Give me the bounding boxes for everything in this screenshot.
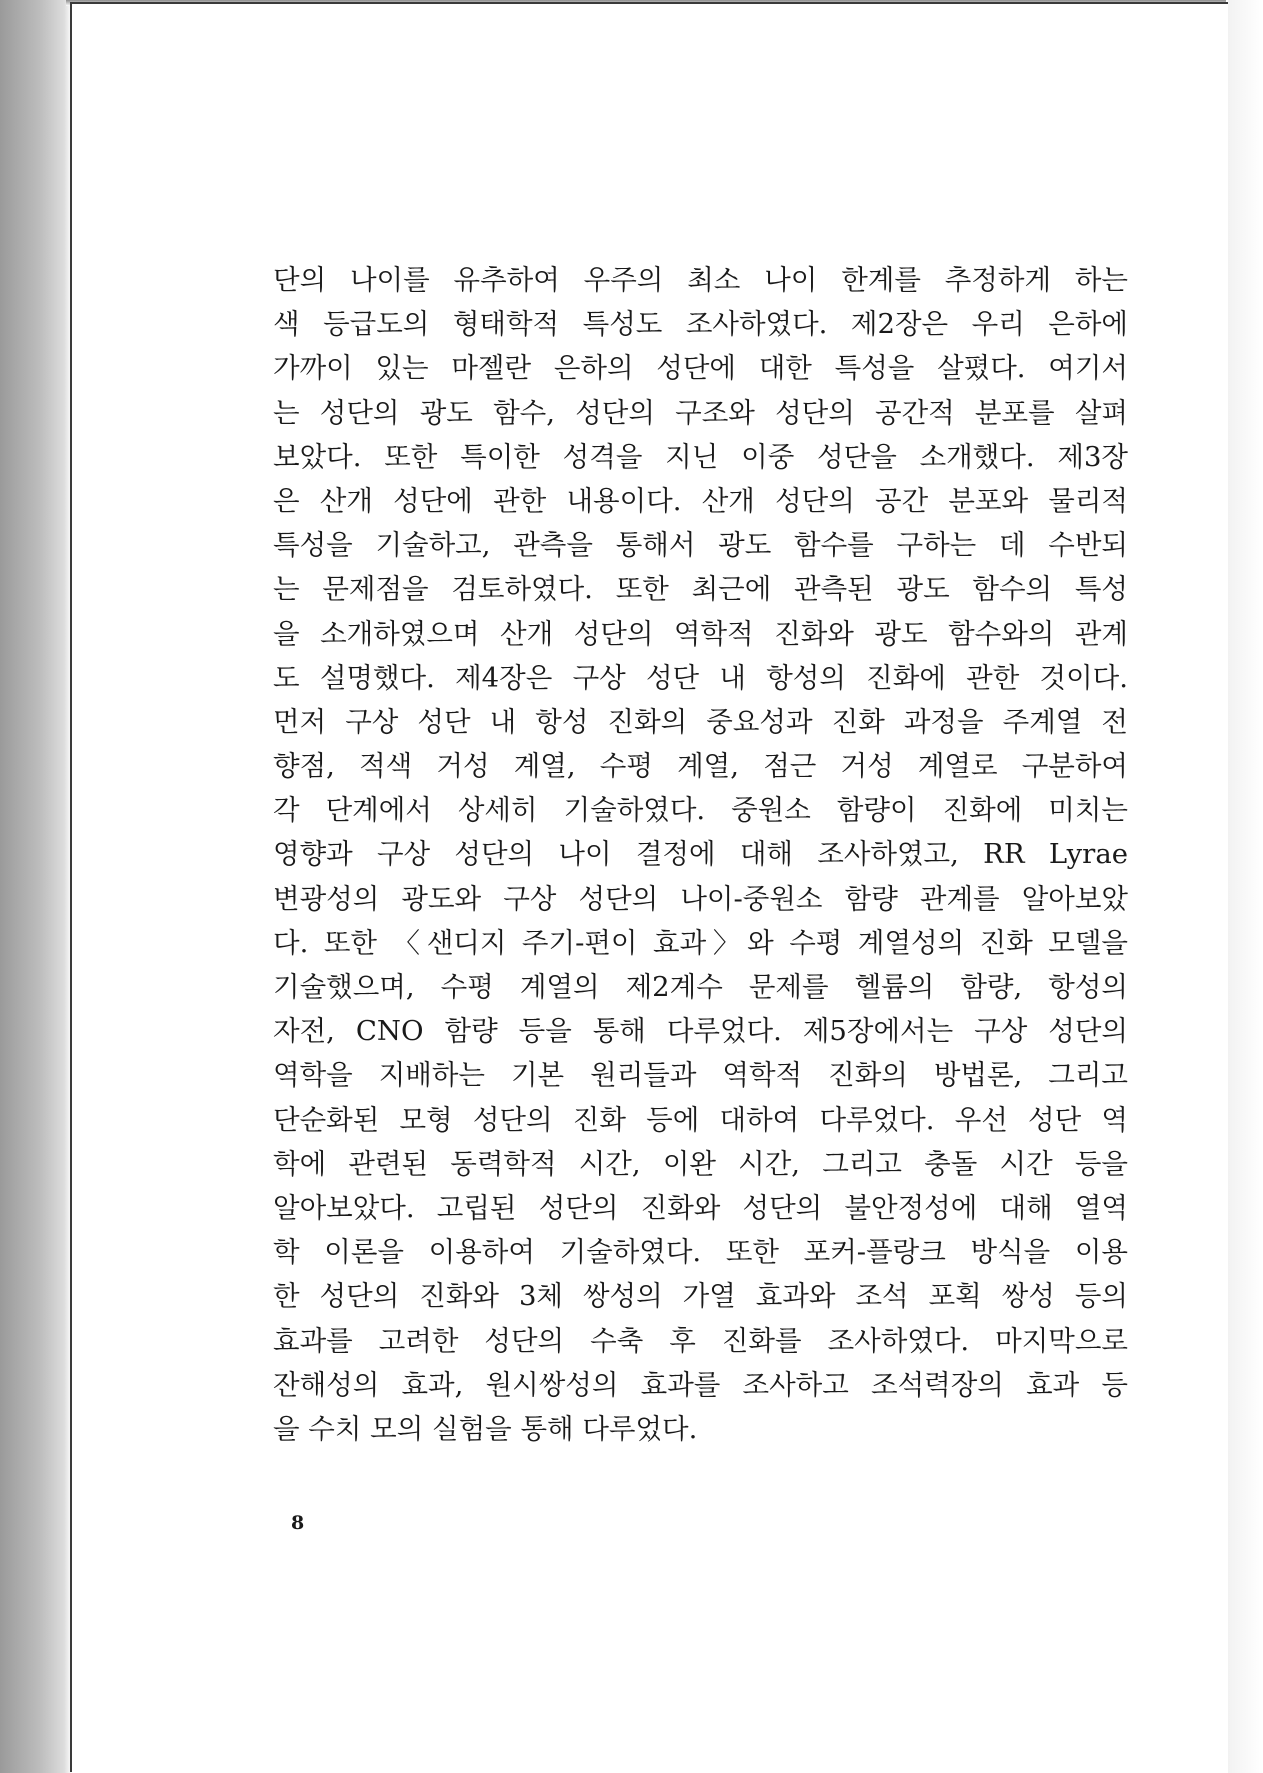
text-line: 영향과 구상 성단의 나이 결정에 대해 조사하였고, RR Lyrae — [273, 838, 1128, 871]
text-line: 각 단계에서 상세히 기술하였다. 중원소 함량이 진화에 미치는 — [273, 794, 1128, 827]
text-line: 역학을 지배하는 기본 원리들과 역학적 진화의 방법론, 그리고 — [273, 1059, 1128, 1092]
text-line: 잔해성의 효과, 원시쌍성의 효과를 조사하고 조석력장의 효과 등 — [273, 1368, 1128, 1401]
text-line: 도 설명했다. 제4장은 구상 성단 내 항성의 진화에 관한 것이다. — [273, 661, 1128, 694]
text-line: 학에 관련된 동력학적 시간, 이완 시간, 그리고 충돌 시간 등을 — [273, 1147, 1128, 1180]
text-line: 은 산개 성단에 관한 내용이다. 산개 성단의 공간 분포와 물리적 — [273, 484, 1128, 517]
text-line: 는 성단의 광도 함수, 성단의 구조와 성단의 공간적 분포를 살펴 — [273, 396, 1128, 429]
page-right-margin — [1228, 0, 1263, 1773]
text-line: 을 소개하였으며 산개 성단의 역학적 진화와 광도 함수와의 관계 — [273, 617, 1128, 650]
text-line: 자전, CNO 함량 등을 통해 다루었다. 제5장에서는 구상 성단의 — [273, 1015, 1128, 1048]
body-paragraph — [273, 258, 1128, 1451]
text-line: 단의 나이를 유추하여 우주의 최소 나이 한계를 추정하게 하는 — [273, 264, 1128, 296]
text-line: 알아보았다. 고립된 성단의 진화와 성단의 불안정성에 대해 열역 — [273, 1191, 1128, 1224]
text-line: 는 문제점을 검토하였다. 또한 최근에 관측된 광도 함수의 특성 — [273, 573, 1128, 606]
text-line: 특성을 기술하고, 관측을 통해서 광도 함수를 구하는 데 수반되 — [273, 529, 1128, 562]
text-line: 향점, 적색 거성 계열, 수평 계열, 점근 거성 계열로 구분하여 — [273, 750, 1128, 783]
text-line: 보았다. 또한 특이한 성격을 지닌 이중 성단을 소개했다. 제3장 — [273, 440, 1128, 473]
text-line: 을 수치 모의 실험을 통해 다루었다. — [273, 1412, 698, 1445]
text-line: 기술했으며, 수평 계열의 제2계수 문제를 헬륨의 함량, 항성의 — [273, 971, 1128, 1003]
text-line: 단순화된 모형 성단의 진화 등에 대하여 다루었다. 우선 성단 역 — [273, 1103, 1128, 1136]
text-line: 변광성의 광도와 구상 성단의 나이-중원소 함량 관계를 알아보았 — [273, 882, 1128, 915]
text-line: 다. 또한 〈샌디지 주기-편이 효과〉와 수평 계열성의 진화 모델을 — [273, 926, 1128, 959]
text-line: 가까이 있는 마젤란 은하의 성단에 대한 특성을 살폈다. 여기서 — [273, 352, 1128, 385]
text-line: 효과를 고려한 성단의 수축 후 진화를 조사하였다. 마지막으로 — [273, 1324, 1128, 1357]
book-spine-shadow — [0, 0, 72, 1773]
page-number: 8 — [291, 1512, 305, 1534]
text-line: 학 이론을 이용하여 기술하였다. 또한 포커-플랑크 방식을 이용 — [273, 1236, 1128, 1269]
text-line: 색 등급도의 형태학적 특성도 조사하였다. 제2장은 우리 은하에 — [273, 308, 1128, 341]
text-line: 먼저 구상 성단 내 항성 진화의 중요성과 진화 과정을 주계열 전 — [273, 705, 1128, 738]
text-line: 한 성단의 진화와 3체 쌍성의 가열 효과와 조석 포획 쌍성 등의 — [273, 1280, 1128, 1313]
